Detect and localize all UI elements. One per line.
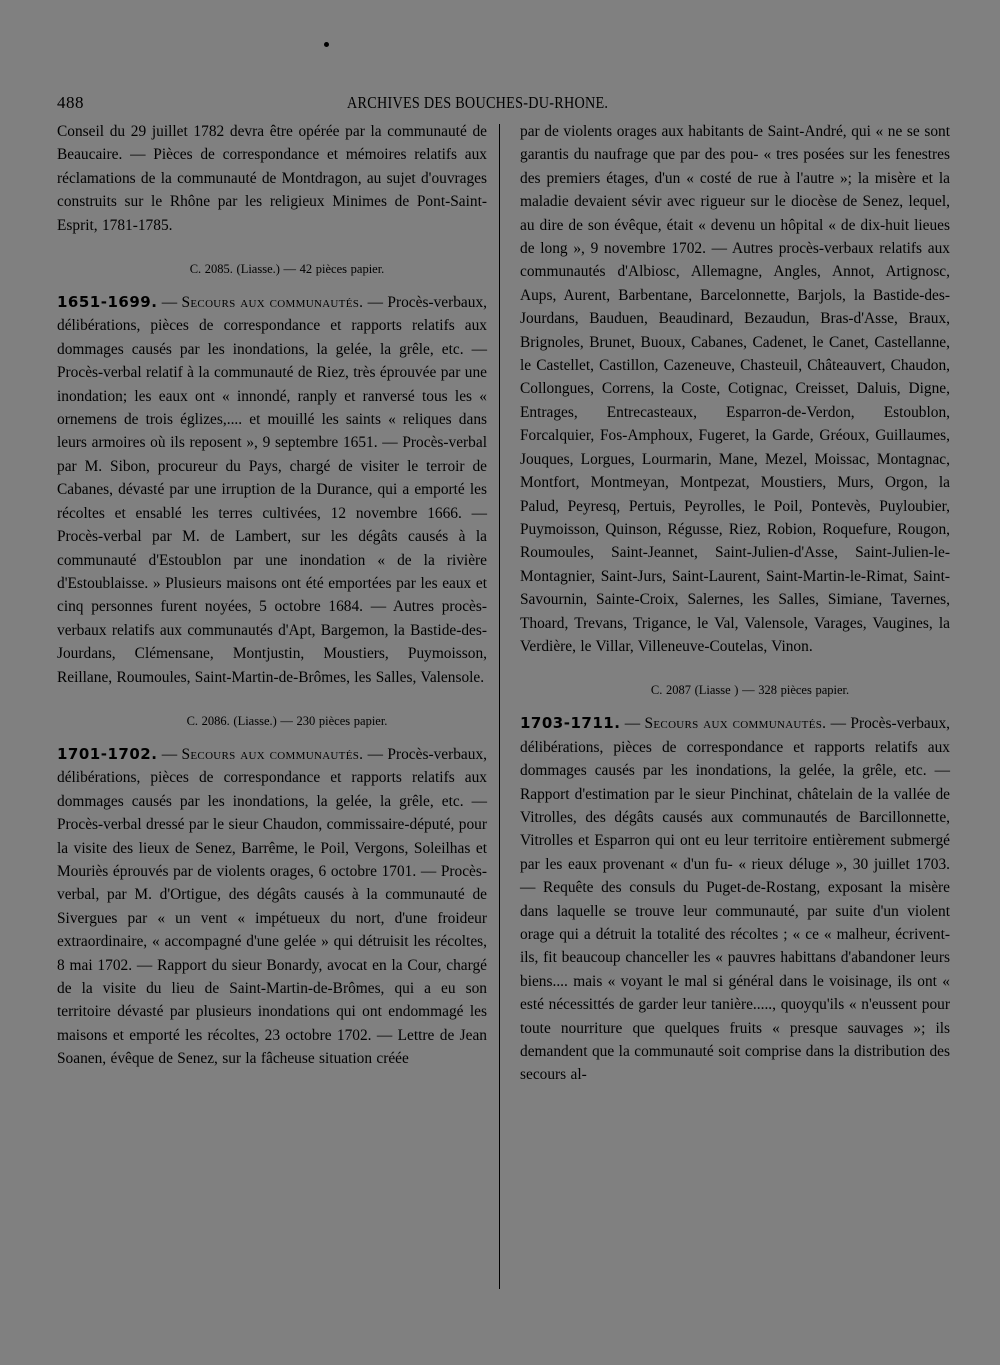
cote-label: C. 2087 (Liasse ) — 328 pièces papier. — [650, 683, 850, 698]
entry-date: 1701-1702. — [57, 744, 158, 763]
page-number: 488 — [57, 93, 84, 112]
continuation-text: par de violents orages aux habitants de Saint-André, qui « ne se sont garantis du naufrage que par des pou- « tres posées sur les fenestres des premiers étages, d'un « costé de rue à l'autre »; la misère et la maladie devaient sévir avec rigueur sur le diocèse de Senez, lequel, au dire de son évêque, était « devenu un hôpital « de dix-huit lieues de long », 9 novembre 1702. — Autres procès-verbaux relatifs aux communautés d'Albiosc, Allemagne, Angles, Annot, Artignosc, Aups, Aurent, Barbentane, Barcelonnette, Barjols, la Bastide-des-Jourdans, Bauduen, Beaudinard, Bezaudun, Bras-d'Asse, Braux, Brignoles, Brunet, Buoux, Cabanes, Cadenet, le Canet, Castellanne, le Castellet, Castillon, Cazeneuve, Chasteuil, Châteauvert, Chaudon, Collongues, Correns, la Coste, Cotignac, Creisset, Daluis, Digne, Entrages, Entrecasteaux, Esparron-de-Verdon, Estoublon, Forcalquier, Fos-Amphoux, Fugeret, la Garde, Gréoux, Guillaumes, Jouques, Lorgues, Lourmarin, Mane, Mezel, Moissac, Montagnac, Montfort, Montmeyan, Montpezat, Moustiers, Murs, Orgon, la Palud, Peyresq, Pertuis, Peyrolles, le Poil, Pontevès, Puyloubier, Puymoisson, Quinson, Régusse, Riez, Robion, Roquefure, Rougon, Roumoules, Saint-Jeannet, Saint-Julien-d'Asse, Saint-Julien-le-Montagnier, Saint-Jurs, Saint-Laurent, Saint-Martin-le-Rimat, Saint-Savournin, Sainte-Croix, Salernes, les Salles, Simiane, Tavernes, Thoard, Trevans, Trigance, le Val, Valensole, Varages, Vaugines, la Verdière, le Villar, Villeneuve-Coutelas, Vinon. — [520, 123, 950, 655]
left-column — [57, 120, 487, 1071]
entry-text: — Procès-verbaux, délibérations, pièces de correspondance et rapports relatifs aux dommages causés par les inondations, la gelée, la grêle, etc. — Procès-verbal dressé par le sieur Chaudon, commissaire-député, pour la visite des lieux de Senez, Barrême, le Poil, Vergons, Soleilhas et Mouriès éprouvés par de violents orages, 6 octobre 1701. — Procès-verbal, par M. d'Ortigue, des dégâts causés à la communauté de Sivergues par « un vent « impétueux du nort, d'une froideur extraordinaire, « accompagné d'une gelée » qui détruisit les récoltes, 8 mai 1702. — Rapport du sieur Bonardy, avocat en la Cour, chargé de la visite du lieu de Saint-Martin-de-Brômes, qui a eu son territoire dévasté par plusieurs inondations qui ont endommagé les maisons et emporté les récoltes, 23 octobre 1702. — Lettre de Jean Soanen, évêque de Senez, sur la fâcheuse situation créée — [57, 745, 487, 1068]
entry-body: 1703-1711. — Secours aux communautés. — Procès-verbaux, délibérations, pièces de correspondance et rapports relatifs aux dommages causés par les inondations, la gelée, la grêle, etc. — Rapport d'estimation par le sieur Pinchinat, châtelain de la vallée de Vitrolles, des dégâts causés aux communautés de Barcillonnette, Vitrolles et Esparron qui ont eu leur territoire entièrement submergé par les eaux provenant « d'un fu- « rieux déluge », 30 juillet 1703. — Requête des consuls du Puget-de-Rostang, exposant la misère dans laquelle se trouve leur communauté, par suite d'un violent orage qui a détruit la totalité des récoltes ; « ce « malheur, écrivent-ils, fit beaucoup chanceller les « pauvres habittans d'abandoner leurs biens.... mais « voyant le mal si général dans le voisinage, ils ont « esté nécessittés de garder leur tanière....., quoyqu'ils « n'eussent pour toute nourriture que quelques fruits « presque sauvages »; ils demandent que la communauté soit comprise dans la distribution des secours al- — [520, 714, 950, 1084]
entry-c2085 — [57, 261, 487, 689]
continuation-text: Conseil du 29 juillet 1782 devra être opérée par la communauté de Beaucaire. — Pièces de correspondance et mémoires relatifs aux réclamations de la communauté de Montdragon, au sujet d'ouvrages construits sur le Rhône par les religieux Minimes de Pont-Saint-Esprit, 1781-1785. — [57, 123, 487, 234]
entry-body: 1651-1699. — Secours aux communautés. — Procès-verbaux, délibérations, pièces de correspondance et rapports relatifs aux dommages causés par les inondations, la gelée, la grêle, etc. — Procès-verbal relatif à la communauté de Riez, très éprouvée par une inondation; les eaux ont « innondé, ranply et ranversé tous les « ornemens de trois églizes,.... et mouillé les saints « reliques dans leurs armoires où ils reposent », 9 septembre 1651. — Procès-verbal par M. Sibon, procureur du Pays, chargé de visiter le terroir de Cabanes, dévasté par une irruption de la Durance, qui a emporté les récoltes et ensablé les terres cultivées, 12 novembre 1666. — Procès-verbal par M. de Lambert, sur les dégâts causés à la communauté d'Estoublon par une inondation « de la rivière d'Estoublaisse. » Plusieurs maisons ont été emportées par les eaux et cinq personnes furent noyées, 5 octobre 1684. — Autres procès-verbaux relatifs aux communautés d'Apt, Bargemon, la Bastide-des-Jourdans, Clémensane, Montjustin, Moustiers, Puymoisson, Reillane, Roumoules, Saint-Martin-de-Brômes, les Salles, Valensole. — [57, 293, 487, 686]
entry-date: 1651-1699. — [57, 293, 158, 312]
entry-date: 1703-1711. — [520, 714, 621, 733]
right-column — [520, 120, 950, 1087]
entry-topic: Secours aux communautés. — [181, 745, 364, 763]
cote-label: C. 2086. (Liasse.) — 230 pièces papier. — [186, 713, 388, 728]
ink-dot — [324, 42, 329, 47]
entry-c2087 — [520, 682, 950, 1087]
entry-text: — Procès-verbaux, délibérations, pièces de correspondance et rapports relatifs aux dommages causés par les inondations, la gelée, la grêle, etc. — Rapport d'estimation par le sieur Pinchinat, châtelain de la vallée de Vitrolles, des dégâts causés aux communautés de Barcillonnette, Vitrolles et Esparron qui ont eu leur territoire entièrement submergé par les eaux provenant « d'un fu- « rieux déluge », 30 juillet 1703. — Requête des consuls du Puget-de-Rostang, exposant la misère dans laquelle se trouve leur communauté, par suite d'un violent orage qui a détruit la totalité des récoltes ; « ce « malheur, écrivent-ils, fit beaucoup chanceller les « pauvres habittans d'abandoner leurs biens.... mais « voyant le mal si général dans le voisinage, ils ont « esté nécessittés de garder leur tanière....., quoyqu'ils « n'eussent pour toute nourriture que quelques fruits « presque sauvages »; ils demandent que la communauté soit comprise dans la distribution des secours al- — [520, 715, 950, 1084]
entry-body: 1701-1702. — Secours aux communautés. — Procès-verbaux, délibérations, pièces de correspondance et rapports relatifs aux dommages causés par les inondations, la gelée, la grêle, etc. — Procès-verbal dressé par le sieur Chaudon, commissaire-député, pour la visite des lieux de Senez, Barrême, le Poil, Vergons, Soleilhas et Mouriès éprouvés par de violents orages, 6 octobre 1701. — Procès-verbal, par M. d'Ortigue, des dégâts causés à la communauté de Sivergues par « un vent « impétueux du nort, d'une froideur extraordinaire, « accompagné d'une gelée » qui détruisit les récoltes, 8 mai 1702. — Rapport du sieur Bonardy, avocat en la Cour, chargé de la visite du lieu de Saint-Martin-de-Brômes, qui a eu son territoire dévasté par plusieurs inondations qui ont endommagé les maisons et emporté les récoltes, 23 octobre 1702. — Lettre de Jean Soanen, évêque de Senez, sur la fâcheuse situation créée — [57, 744, 487, 1068]
cote-label: C. 2085. (Liasse.) — 42 pièces papier. — [189, 262, 385, 277]
entry-topic: Secours aux communautés. — [644, 715, 827, 733]
entry-topic: Secours aux communautés. — [181, 294, 364, 312]
running-title: ARCHIVES DES BOUCHES-DU-RHONE. — [347, 93, 609, 112]
entry-c2086 — [57, 713, 487, 1071]
column-divider — [499, 124, 500, 1289]
entry-text: — Procès-verbaux, délibérations, pièces de correspondance et rapports relatifs aux dommages causés par les inondations, la gelée, la grêle, etc. — Procès-verbal relatif à la communauté de Riez, très éprouvée par une inondation; les eaux ont « innondé, ranply et ranversé tous les « ornemens de trois églizes,.... et mouillé les saints « reliques dans leurs armoires où ils reposent », 9 septembre 1651. — Procès-verbal par M. Sibon, procureur du Pays, chargé de visiter le terroir de Cabanes, dévasté par une irruption de la Durance, qui a emporté les récoltes et ensablé les terres cultivées, 12 novembre 1666. — Procès-verbal par M. de Lambert, sur les dégâts causés à la communauté d'Estoublon par une inondation « de la rivière d'Estoublaisse. » Plusieurs maisons ont été emportées par les eaux et cinq personnes furent noyées, 5 octobre 1684. — Autres procès-verbaux relatifs aux communautés d'Apt, Bargemon, la Bastide-des-Jourdans, Clémensane, Montjustin, Moustiers, Puymoisson, Reillane, Roumoules, Saint-Martin-de-Brômes, les Salles, Valensole. — [57, 294, 487, 686]
